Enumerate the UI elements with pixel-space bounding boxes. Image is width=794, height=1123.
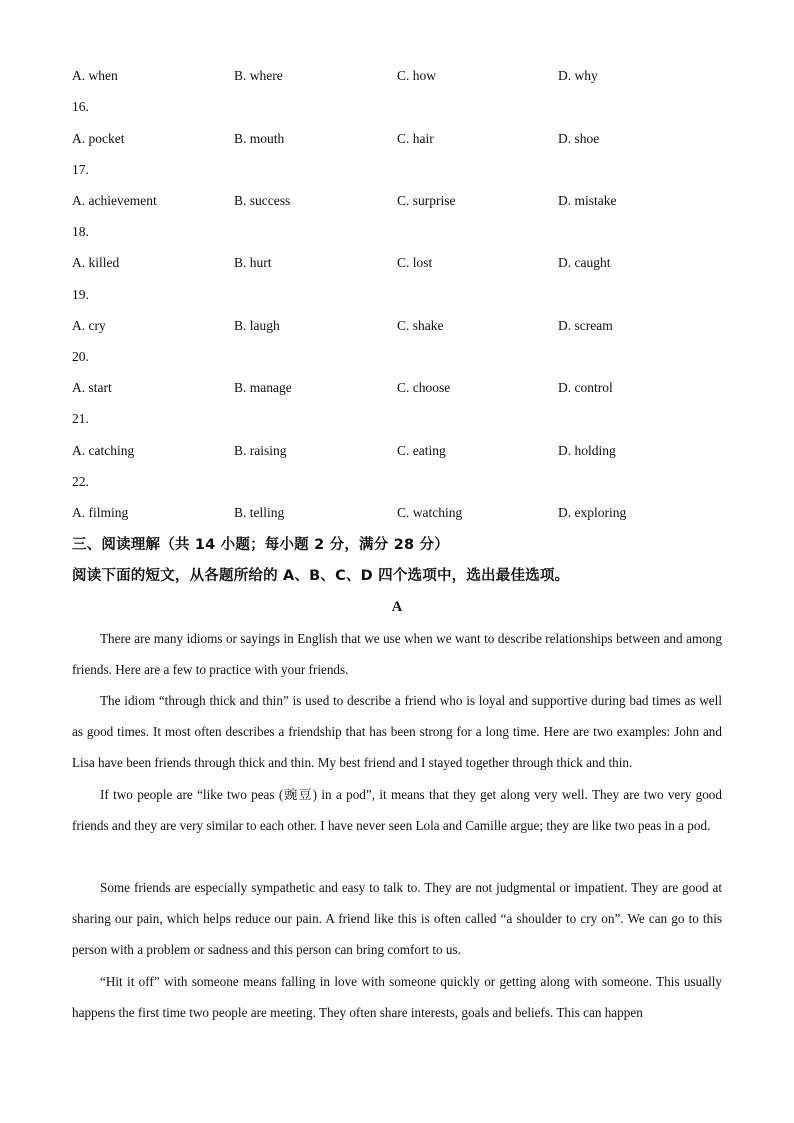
question-number: 21. [72, 411, 89, 426]
paragraph: “Hit it off” with someone means falling in love with someone quickly or getting along with someone. This usually happens the first time two people are meeting. They often share interests, goals and beliefs. This can happen [72, 974, 722, 1021]
option-d: D. caught [558, 255, 611, 270]
option-d: D. control [558, 380, 613, 395]
paragraph: There are many idioms or sayings in English that we use when we want to describe relationships between and among friends. Here are a few to practice with your friends. [72, 631, 722, 678]
option-c: C. hair [397, 131, 434, 146]
option-a: A. cry [72, 318, 106, 333]
option-b: B. success [234, 193, 291, 208]
option-b: B. mouth [234, 131, 285, 146]
paragraph: The idiom “through thick and thin” is used to describe a friend who is loyal and supportive during bad times as well as good times. It most often describes a friendship that has been strong for a long time. Here are two examples: John and Lisa have been friends through thick and thin. My best friend and I stayed together through thick and thin. [72, 693, 722, 771]
options-row [72, 252, 732, 274]
question-number: 22. [72, 474, 89, 489]
option-b: B. hurt [234, 255, 272, 270]
question-number: 19. [72, 287, 89, 302]
option-b: B. telling [234, 505, 285, 520]
paragraph: If two people are “like two peas (豌豆) in a pod”, it means that they get along very well. They are two very good friends and they are very similar to each other. I have never seen Lola and Camille argue; they are like two peas in a pod. [72, 787, 722, 834]
paragraph: Some friends are especially sympathetic and easy to talk to. They are not judgmental or impatient. They are good at sharing our pain, which helps reduce our pain. A friend like this is often called “a shoulder to cry on”. We can go to this person with a problem or sadness and this person can bring comfort to us. [72, 880, 722, 958]
section-instruction: 阅读下面的短文，从各题所给的 A、B、C、D 四个选项中，选出最佳选项。 [72, 568, 570, 584]
options-row [72, 65, 732, 87]
option-d: D. exploring [558, 505, 627, 520]
options-row [72, 315, 732, 337]
option-b: B. where [234, 68, 283, 83]
options-row [72, 128, 732, 150]
section-heading: 三、阅读理解（共 14 小题；每小题 2 分，满分 28 分） [72, 537, 449, 553]
option-d: D. holding [558, 443, 616, 458]
question-number: 16. [72, 99, 89, 114]
option-a: A. start [72, 380, 112, 395]
option-b: B. laugh [234, 318, 280, 333]
option-a: A. filming [72, 505, 129, 520]
option-a: A. when [72, 68, 118, 83]
option-c: C. how [397, 68, 437, 83]
option-a: A. catching [72, 443, 135, 458]
option-c: C. eating [397, 443, 446, 458]
question-number: 17. [72, 162, 89, 177]
option-b: B. manage [234, 380, 292, 395]
option-d: D. shoe [558, 131, 600, 146]
options-row [72, 440, 732, 462]
option-b: B. raising [234, 443, 287, 458]
passage-title: A [391, 599, 403, 615]
option-d: D. why [558, 68, 598, 83]
option-a: A. pocket [72, 131, 125, 146]
question-number: 20. [72, 349, 89, 364]
options-row [72, 190, 732, 212]
options-row [72, 502, 732, 524]
option-d: D. mistake [558, 193, 617, 208]
options-row [72, 377, 732, 399]
option-d: D. scream [558, 318, 613, 333]
option-a: A. achievement [72, 193, 157, 208]
question-number: 18. [72, 224, 89, 239]
option-c: C. surprise [397, 193, 456, 208]
option-c: C. watching [397, 505, 463, 520]
option-c: C. shake [397, 318, 444, 333]
option-c: C. lost [397, 255, 433, 270]
option-c: C. choose [397, 380, 451, 395]
option-a: A. killed [72, 255, 120, 270]
